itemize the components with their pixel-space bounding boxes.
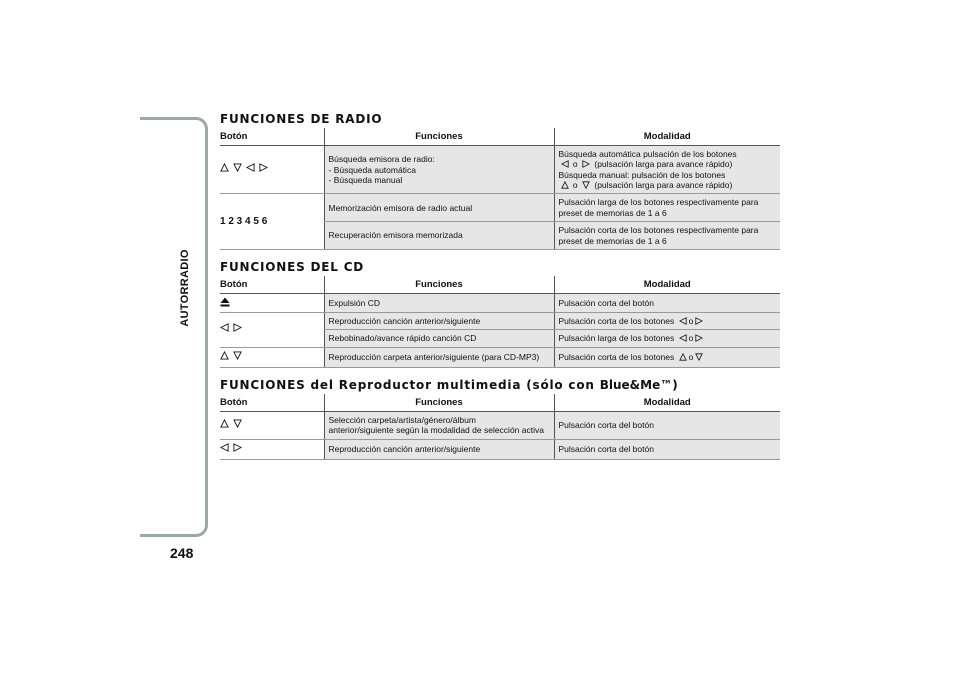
triangle-right-icon: [582, 160, 590, 168]
triangle-down-icon: [233, 351, 242, 360]
mode-cell: [554, 347, 780, 367]
function-cell: Recuperación emisora memorizada: [324, 222, 554, 250]
triangle-right-icon: [695, 334, 703, 342]
button-cell: [220, 293, 324, 312]
mode-connector: o: [688, 352, 694, 363]
cd-table: [220, 276, 780, 368]
mode-cell: [554, 313, 780, 330]
triangle-up-icon: [220, 163, 229, 172]
mode-cell: Pulsación corta del botón: [554, 411, 780, 439]
mode-text: Pulsación corta de los botones: [558, 316, 675, 327]
mode-cell: Pulsación larga de los botones respectivamente para preset de memorias de 1 a 6: [554, 194, 780, 222]
mode-cell: [554, 146, 780, 194]
function-cell: [324, 146, 554, 194]
button-cell: [220, 146, 324, 194]
triangle-left-icon: [561, 160, 569, 168]
content-area: [220, 112, 780, 470]
cd-section: [220, 260, 780, 368]
function-cell: Reproducción canción anterior/siguiente: [324, 439, 554, 459]
table-row: [220, 146, 780, 194]
media-table: [220, 394, 780, 460]
table-row: [220, 194, 780, 222]
triangle-right-icon: [233, 323, 242, 332]
triangle-left-icon: [246, 163, 255, 172]
col-header-button: Botón: [220, 394, 324, 412]
triangle-up-icon: [679, 353, 687, 361]
function-cell: Memorización emisora de radio actual: [324, 194, 554, 222]
function-cell: [324, 411, 554, 439]
triangle-down-icon: [233, 419, 242, 428]
col-header-button: Botón: [220, 128, 324, 146]
col-header-functions: Funciones: [324, 276, 554, 294]
col-header-functions: Funciones: [324, 394, 554, 412]
mode-line: Búsqueda automática pulsación de los botones: [558, 149, 737, 159]
col-header-button: Botón: [220, 276, 324, 294]
section-tab-label: AUTORRADIO: [179, 249, 191, 327]
table-header-row: [220, 276, 780, 294]
mode-line: [559, 159, 777, 169]
col-header-functions: Funciones: [324, 128, 554, 146]
triangle-up-icon: [220, 419, 229, 428]
table-row: [220, 439, 780, 459]
function-line: anterior/siguiente según la modalidad de selección activa: [328, 425, 544, 436]
side-frame: [140, 117, 208, 537]
triangle-right-icon: [695, 317, 703, 325]
triangle-down-icon: [695, 353, 703, 361]
media-section: [220, 378, 780, 460]
triangle-up-icon: [561, 181, 569, 189]
mode-connector: o: [688, 316, 694, 327]
function-line: Búsqueda emisora de radio:: [328, 154, 435, 165]
triangle-left-icon: [220, 323, 229, 332]
button-cell: [220, 347, 324, 367]
table-row: [220, 347, 780, 367]
function-cell: Rebobinado/avance rápido canción CD: [324, 330, 554, 347]
col-header-mode: Modalidad: [554, 276, 780, 294]
radio-section: [220, 112, 780, 250]
function-line: - Búsqueda automática: [328, 164, 416, 175]
function-line: Selección carpeta/artista/género/álbum: [328, 414, 476, 425]
mode-text: Pulsación corta de los botones: [558, 352, 675, 363]
button-cell: 1 2 3 4 5 6: [220, 194, 324, 249]
eject-icon: [220, 297, 229, 306]
mode-text: (pulsación larga para avance rápido): [594, 159, 733, 170]
media-title-brand: Blue&Me™): [599, 377, 678, 392]
mode-cell: Pulsación corta de los botones respectivamente para preset de memorias de 1 a 6: [554, 222, 780, 250]
radio-table: [220, 128, 780, 250]
media-section-title: [220, 378, 780, 392]
mode-cell: [554, 330, 780, 347]
function-cell: Reproducción canción anterior/siguiente: [324, 313, 554, 330]
mode-line: Búsqueda manual: pulsación de los botones: [558, 169, 726, 180]
col-header-mode: Modalidad: [554, 394, 780, 412]
mode-text: (pulsación larga para avance rápido): [594, 180, 733, 191]
page-number: 248: [170, 545, 194, 561]
cd-section-title: FUNCIONES DEL CD: [220, 259, 365, 274]
table-row: [220, 411, 780, 439]
table-header-row: [220, 394, 780, 412]
mode-cell: Pulsación corta del botón: [554, 293, 780, 312]
triangle-down-icon: [582, 181, 590, 189]
media-title-bold: FUNCIONES del Reproductor multimedia (sólo con: [220, 377, 595, 392]
triangle-right-icon: [233, 443, 242, 452]
function-line: - Búsqueda manual: [328, 174, 403, 185]
col-header-mode: Modalidad: [554, 128, 780, 146]
triangle-right-icon: [259, 163, 268, 172]
radio-section-title: FUNCIONES DE RADIO: [220, 112, 383, 126]
triangle-left-icon: [679, 334, 687, 342]
mode-connector: o: [572, 180, 578, 191]
triangle-up-icon: [220, 351, 229, 360]
table-row: [220, 293, 780, 312]
mode-connector: o: [572, 159, 578, 170]
mode-cell: Pulsación corta del botón: [554, 439, 780, 459]
table-row: [220, 313, 780, 330]
table-header-row: [220, 128, 780, 146]
button-cell: [220, 411, 324, 439]
triangle-left-icon: [220, 443, 229, 452]
button-cell: [220, 313, 324, 348]
function-cell: Expulsión CD: [324, 293, 554, 312]
mode-text: Pulsación larga de los botones: [558, 333, 675, 344]
button-cell: [220, 439, 324, 459]
mode-connector: o: [688, 333, 694, 344]
mode-line: [559, 180, 777, 190]
triangle-down-icon: [233, 163, 242, 172]
function-cell: Reproducción carpeta anterior/siguiente (para CD-MP3): [324, 347, 554, 367]
triangle-left-icon: [679, 317, 687, 325]
